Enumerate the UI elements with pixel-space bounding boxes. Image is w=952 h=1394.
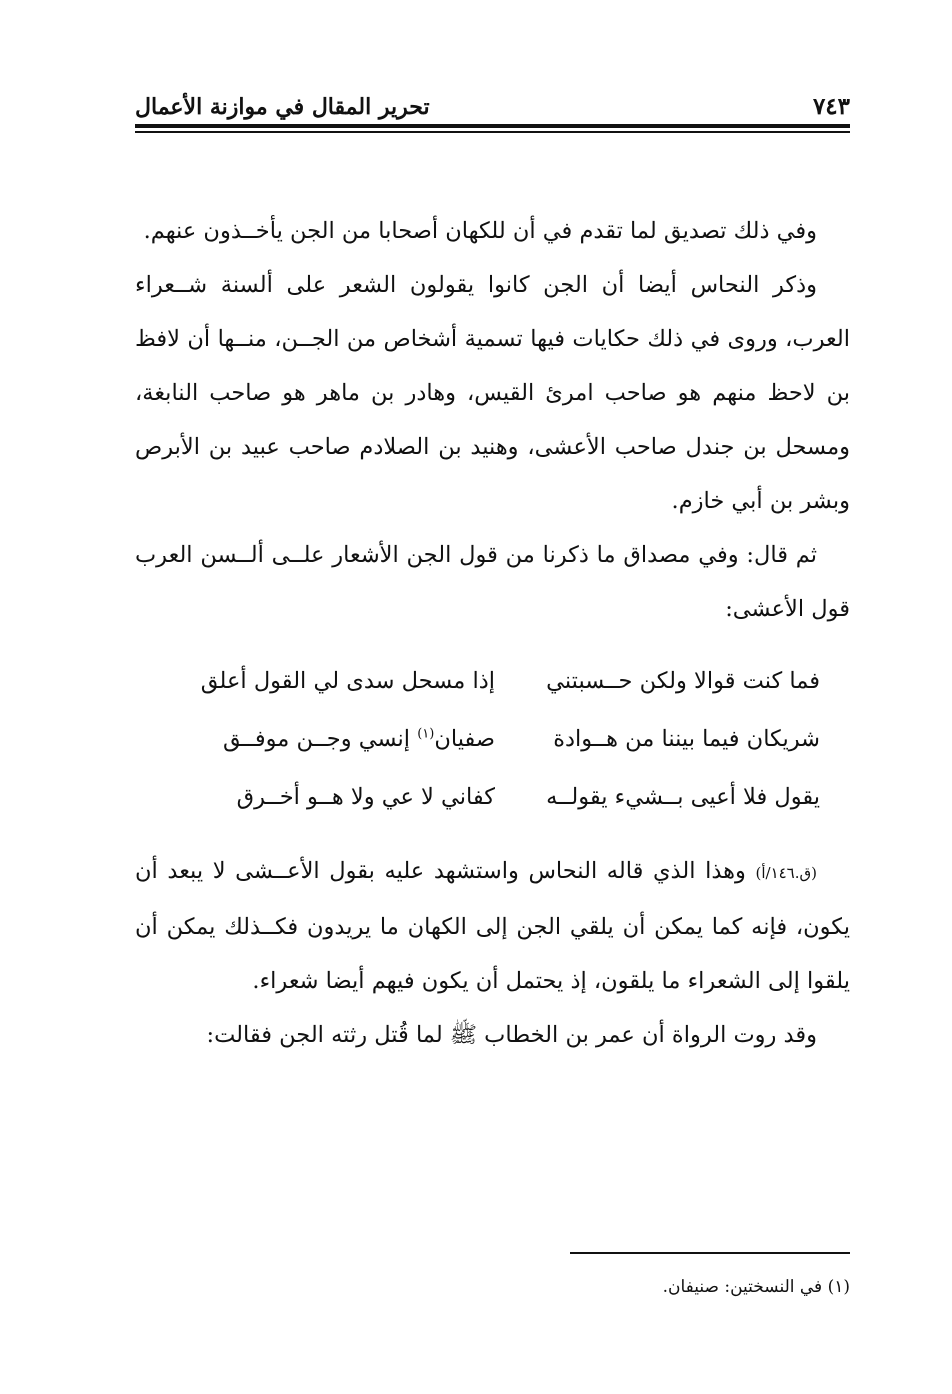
verse-second-hemistich: إذا مسحل سدى لي القول أعلق [200, 668, 495, 694]
verse-first-hemistich: شريكان فيما بيننا من هــوادة [553, 726, 820, 752]
paragraph-text: لما قُتل رثته الجن فقالت: [206, 1022, 450, 1048]
manuscript-folio-reference: (ق.١٤٦/أ) [755, 864, 817, 882]
verse-second-hemistich: كفاني لا عي ولا هــو أخــرق [236, 784, 495, 810]
header-rule-thick [135, 124, 850, 128]
paragraph: ثم قال: وفي مصداق ما ذكرنا من قول الجن الأشعار علــى ألــسن العرب قول الأعشى: [135, 542, 850, 622]
main-text [135, 204, 850, 1062]
footnote-separator [570, 1252, 850, 1254]
verse-text: صفيان [434, 726, 495, 752]
poem-verse [165, 710, 820, 768]
paragraph [135, 844, 850, 1008]
paragraph: وذكر النحاس أيضا أن الجن كانوا يقولون الشعر على ألسنة شــعراء العرب، وروى في ذلك حكايات فيها تسمية أشخاص من الجــن، منــها أن لافظ بن لاحظ منهم هو صاحب امرئ القيس، وهادر بن ماهر هو صاحب النابغة، ومسحل بن جندل صاحب الأعشى، وهنيد بن الصلادم صاحب عبيد بن الأبرص وبشر بن أبي خازم. [135, 272, 850, 514]
poem-verse [165, 652, 820, 710]
paragraph [135, 1008, 850, 1062]
header-rule-thin [135, 131, 850, 133]
verse-first-hemistich: يقول فلا أعيى بــشيء يقولــه [546, 784, 820, 810]
paragraph: وفي ذلك تصديق لما تقدم في أن للكهان أصحابا من الجن يأخــذون عنهم. [143, 218, 817, 244]
running-head [135, 82, 850, 122]
poem [135, 652, 850, 826]
footnote: (١) في النسختين: صنيفان. [662, 1277, 850, 1297]
verse-first-hemistich: فما كنت قوالا ولكن حــسبتني [546, 668, 820, 694]
honorific-symbol: ﷺ [449, 1022, 478, 1048]
verse-second-hemistich [165, 710, 495, 768]
paragraph-text: وقد روت الرواة أن عمر بن الخطاب [477, 1022, 817, 1048]
book-title: تحرير المقال في موازنة الأعمال [135, 94, 430, 120]
paragraph-text: وهذا الذي قاله النحاس واستشهد عليه بقول الأعــشى لا يبعد أن يكون، فإنه كما يمكن أن يلقي الجن إلى الكهان ما يريدون فكــذلك يمكن أن يلقوا إلى الشعراء ما يلقون، إذ يحتمل أن يكون فيهم أيضا شعراء. [135, 858, 850, 994]
footnote-reference-mark: (١) [417, 726, 435, 742]
verse-text: إنسي وجــن موفــق [222, 726, 418, 752]
poem-verse [165, 768, 820, 826]
page-number: ٧٤٣ [812, 93, 850, 120]
